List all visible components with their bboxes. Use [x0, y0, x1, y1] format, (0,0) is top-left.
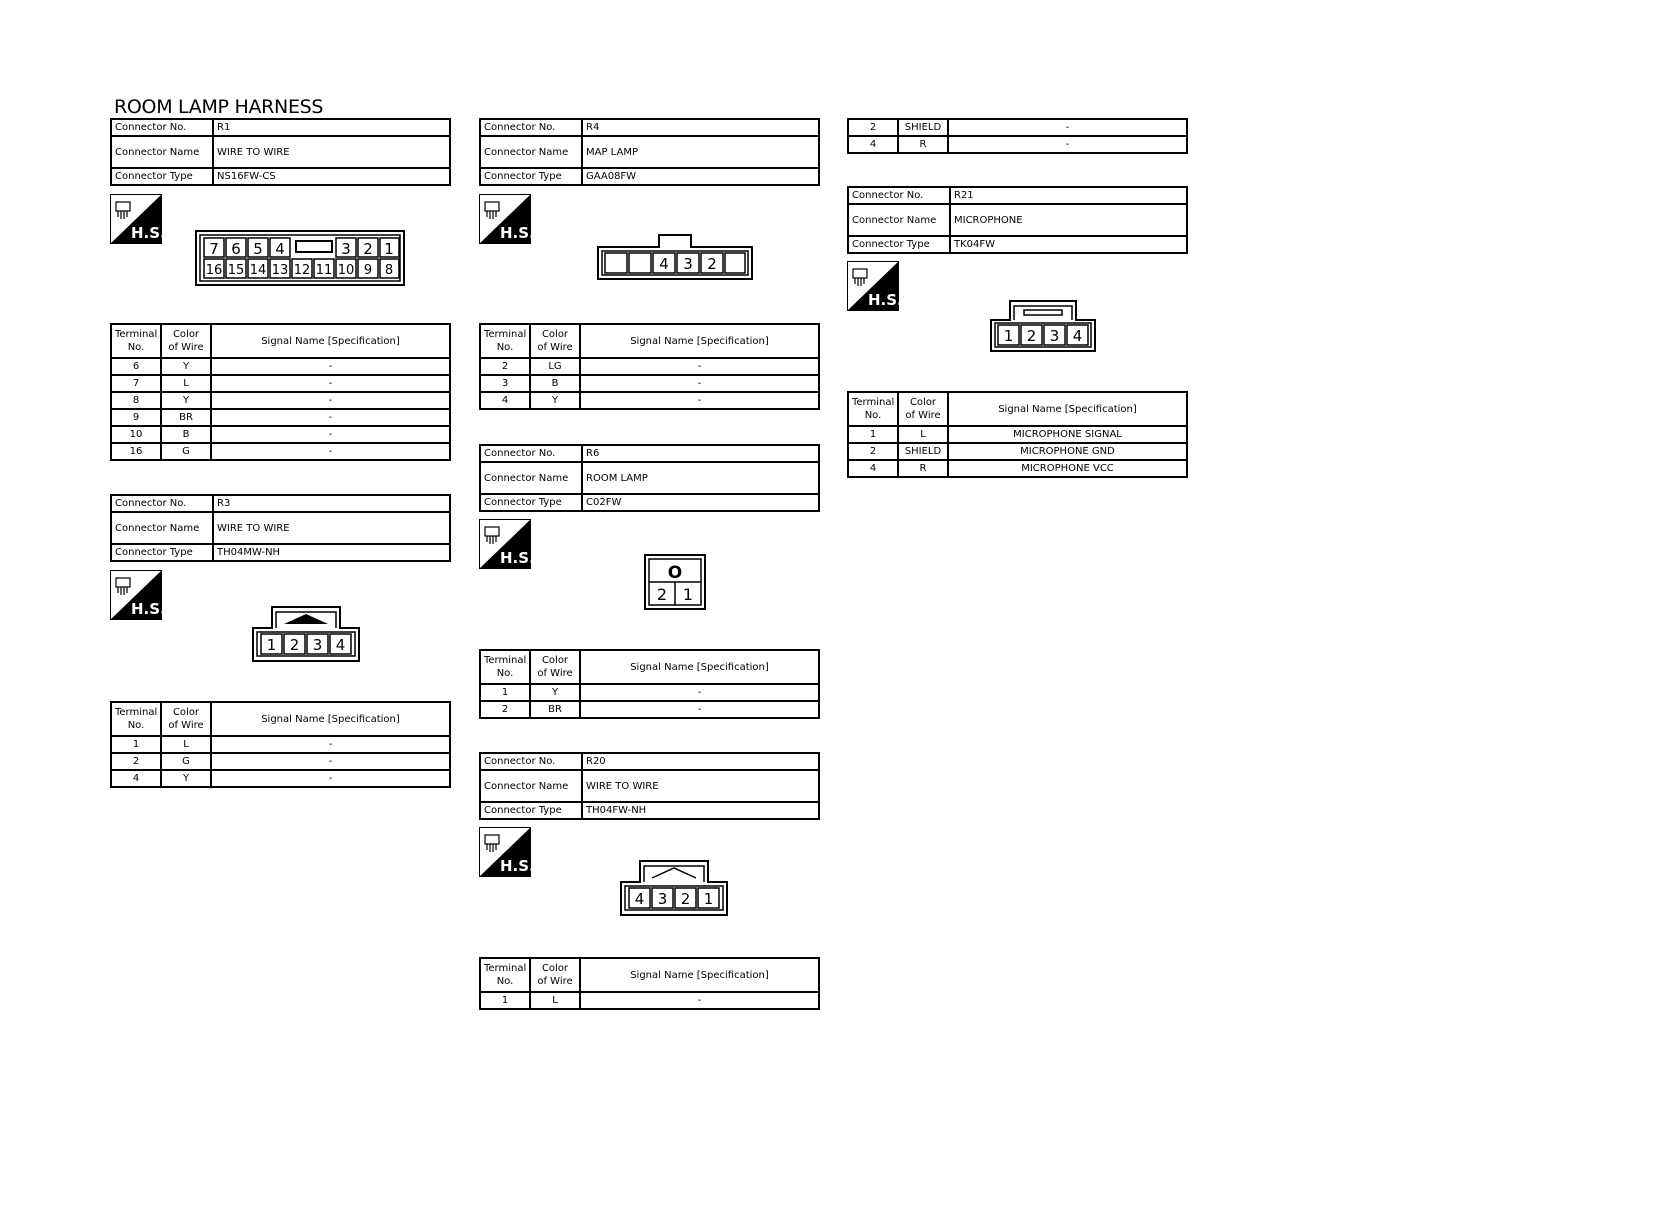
connector-r20-terminals-continued — [847, 118, 1188, 154]
connector-r20-info: Connector No. R20 Connector Name WIRE TO WIRE Connector Type TH04FW-NH — [479, 752, 820, 820]
svg-text:4: 4 — [634, 890, 645, 908]
pin: 10 — [337, 263, 355, 278]
connector-r4-terminals: Terminal No. Color of Wire Signal Name [Specification] 2 LG - 3 B - 4 Y - — [479, 323, 820, 410]
hs-icon — [479, 827, 535, 877]
svg-text:1: 1 — [266, 636, 277, 654]
connector-r4-face — [597, 234, 753, 280]
hs-icon — [110, 194, 166, 244]
svg-text:4: 4 — [1072, 327, 1083, 345]
connector-type: NS16FW-CS — [213, 168, 450, 185]
table-row: 9 BR - — [111, 409, 450, 426]
connector-r21-info: Connector No. R21 Connector Name MICROPHONE Connector Type TK04FW — [847, 186, 1188, 254]
pin: 4 — [275, 240, 285, 258]
connector-r1-face — [195, 230, 405, 286]
pin: 3 — [341, 240, 351, 258]
label-connector-no: Connector No. — [111, 119, 213, 136]
table-row: 4 Y - — [111, 770, 450, 787]
connector-r1-terminals — [110, 323, 451, 461]
pin: 14 — [249, 263, 267, 278]
svg-text:2: 2 — [289, 636, 300, 654]
table-row: 3 B - — [480, 375, 819, 392]
pin: 12 — [293, 263, 311, 278]
connector-r3-face — [252, 606, 360, 662]
pin: 15 — [227, 263, 245, 278]
connector-r6-face — [644, 554, 706, 610]
svg-text:2: 2 — [656, 585, 668, 604]
pin: 5 — [253, 240, 263, 258]
table-row: 1 L - — [480, 992, 819, 1009]
svg-text:3: 3 — [657, 890, 668, 908]
pin: 9 — [363, 263, 373, 278]
pin: 8 — [384, 263, 394, 278]
svg-text:3: 3 — [312, 636, 323, 654]
svg-text:4: 4 — [659, 255, 669, 273]
svg-text:H.S.: H.S. — [131, 224, 166, 242]
connector-r21-face — [990, 300, 1096, 352]
svg-text:2: 2 — [680, 890, 691, 908]
label-connector-name: Connector Name — [111, 136, 213, 168]
header-signal: Signal Name [Specification] — [211, 324, 450, 358]
table-row: 2 SHIELD - — [848, 119, 1187, 136]
svg-text:2: 2 — [1026, 327, 1037, 345]
pin: 6 — [231, 240, 241, 258]
svg-text:3: 3 — [1049, 327, 1060, 345]
table-row: 16 G - — [111, 443, 450, 460]
label-connector-type: Connector Type — [111, 168, 213, 185]
table-row: 2 BR - — [480, 701, 819, 718]
pin: 1 — [384, 240, 394, 258]
svg-text:3: 3 — [683, 255, 693, 273]
table-row: 10 B - — [111, 426, 450, 443]
svg-text:H.S.: H.S. — [500, 224, 535, 242]
svg-text:1: 1 — [682, 585, 694, 604]
table-row: 6 Y - — [111, 358, 450, 375]
hs-icon — [479, 519, 535, 569]
svg-text:1: 1 — [1003, 327, 1014, 345]
connector-r6-terminals: Terminal No. Color of Wire Signal Name [Specification] 1 Y - 2 BR - — [479, 649, 820, 719]
connector-no: R1 — [213, 119, 450, 136]
svg-text:H.S.: H.S. — [868, 291, 903, 309]
table-row: 7 L - — [111, 375, 450, 392]
pin: 13 — [271, 263, 289, 278]
table-row: 8 Y - — [111, 392, 450, 409]
table-row: 1 L - — [111, 736, 450, 753]
connector-r4-info: Connector No. R4 Connector Name MAP LAMP Connector Type GAA08FW — [479, 118, 820, 186]
connector-r21-terminals: Terminal No. Color of Wire Signal Name [Specification] 1 L MICROPHONE SIGNAL 2 SHIELD MICROPHONE GND 4 R MICROPHONE VCC — [847, 391, 1188, 478]
table-row: 2 G - — [111, 753, 450, 770]
pin: 2 — [363, 240, 373, 258]
table-row: 2 SHIELD MICROPHONE GND — [848, 443, 1187, 460]
table-row: 4 R - — [848, 136, 1187, 153]
hs-icon — [110, 570, 166, 620]
svg-text:4: 4 — [335, 636, 346, 654]
table-row: 1 Y - — [480, 684, 819, 701]
pin: 16 — [205, 263, 223, 278]
table-row: 1 L MICROPHONE SIGNAL — [848, 426, 1187, 443]
table-row: 4 R MICROPHONE VCC — [848, 460, 1187, 477]
header-color: Color of Wire — [161, 324, 211, 358]
svg-text:H.S.: H.S. — [500, 857, 535, 875]
connector-r3-info: Connector No. R3 Connector Name WIRE TO WIRE Connector Type TH04MW-NH — [110, 494, 451, 562]
connector-r3-terminals: Terminal No. Color of Wire Signal Name [Specification] 1 L - 2 G - 4 Y - — [110, 701, 451, 788]
header-terminal: Terminal No. — [111, 324, 161, 358]
connector-r20-face — [620, 860, 728, 916]
pin: 7 — [209, 240, 219, 258]
svg-text:O: O — [667, 563, 683, 583]
table-row: 4 Y - — [480, 392, 819, 409]
table-row: 2 LG - — [480, 358, 819, 375]
connector-r6-info: Connector No. R6 Connector Name ROOM LAMP Connector Type C02FW — [479, 444, 820, 512]
svg-text:2: 2 — [707, 255, 717, 273]
connector-r20-terminals: Terminal No. Color of Wire Signal Name [Specification] 1 L - — [479, 957, 820, 1010]
hs-icon — [847, 261, 903, 311]
pin: 11 — [315, 263, 333, 278]
connector-name: WIRE TO WIRE — [213, 136, 450, 168]
svg-text:H.S.: H.S. — [131, 600, 166, 618]
svg-text:H.S.: H.S. — [500, 549, 535, 567]
page-title: ROOM LAMP HARNESS — [114, 96, 324, 118]
hs-icon — [479, 194, 535, 244]
svg-text:1: 1 — [703, 890, 714, 908]
connector-r1-info — [110, 118, 451, 186]
